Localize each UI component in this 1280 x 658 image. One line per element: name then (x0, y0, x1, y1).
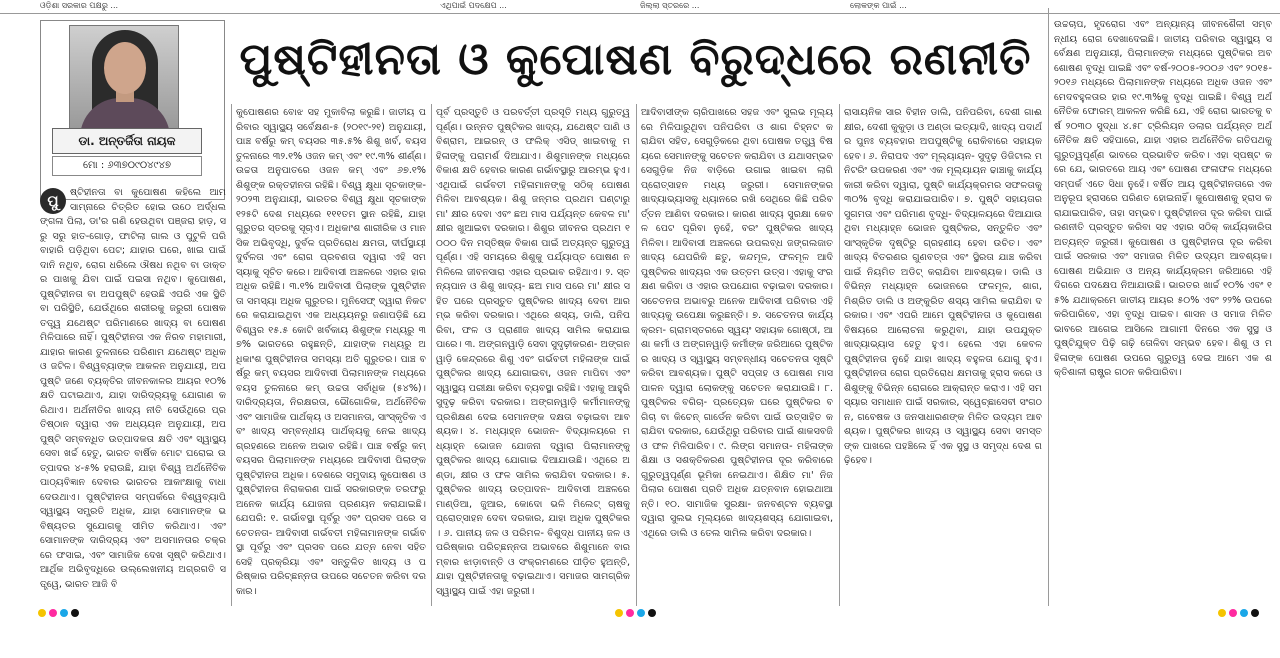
registration-dot (60, 609, 68, 617)
registration-marks-center (615, 609, 659, 617)
author-photo (69, 25, 179, 129)
column-4-text: ଆଦିବାସୀଙ୍କ ଚାରିପାଖରେ ସହଜ ଏବଂ ସୁଲଭ ମୂଲ୍ୟରେ ମିଳିପାରୁଥିବା ପନିପରିବା ଓ ଶାଗ ଚିହ୍ନଟ କରାଯିବା ସହିତ, ସେଗୁଡ଼ିକରେ ଥିବା ପୋଷକ ତତ୍ତ୍ୱ ବିଷୟରେ ସେମାନଙ୍କୁ ସଚେତନ କରାଯିବା ଓ ଯଥାସମ୍ଭବ ସେଗୁଡ଼ିକ ନିଜ ବାଡ଼ିରେ ଉଗାଇ ଖାଇବା ଲାଗି ପ୍ରୋତ୍ସାହନ ମଧ୍ୟ ଜରୁରୀ। ସେମାନଙ୍କର ଖାଦ୍ୟାଭ୍ୟାସକୁ ଧ୍ୟାନରେ ରଖି ସେଥିରେ କିଛି ପରିବର୍ତ୍ତନ ଆଣିବା ଦରକାର। କାରଣ ଖାଦ୍ୟ ସୁରକ୍ଷା କେବଳ ପେଟ ପୂରିବା ନୁହେଁ, ବରଂ ପୁଷ୍ଟିକର ଖାଦ୍ୟ ମିଳିବା। ଆଦିବାସୀ ଅଞ୍ଚଳରେ ଉପଲବ୍ଧ ଜଙ୍ଗଲଜାତ ଖାଦ୍ୟ ଯେପରିକି ଛତୁ, କନ୍ଦମୂଳ, ଫଳମୂଳ ଆଦି ପୁଷ୍ଟିକର ଖାଦ୍ୟର ଏକ ଉତ୍ତମ ଉତ୍ସ। ଏହାକୁ ସଂରକ୍ଷଣ କରିବା ଓ ଏହାର ଉପଯୋଗ ବଢ଼ାଇବା ଦରକାର। ସଚେତନତା ଅଭାବରୁ ଅନେକ ଆଦିବାସୀ ପରିବାର ଏହି ଖାଦ୍ୟକୁ ଉପେକ୍ଷା କରୁଛନ୍ତି। ୭. ସଚେତନତା କାର୍ଯ୍ୟକ୍ରମ- ଗ୍ରାମସ୍ତରରେ ସ୍ୱୟଂ ସହାୟକ ଗୋଷ୍ଠୀ, ଆଶା କର୍ମୀ ଓ ଅଙ୍ଗନୱାଡ଼ି କର୍ମୀଙ୍କ ଜରିଆରେ ପୁଷ୍ଟିକର ଖାଦ୍ୟ ଓ ସ୍ୱାସ୍ଥ୍ୟ ସମ୍ବନ୍ଧୀୟ ସଚେତନତା ସୃଷ୍ଟି କରିବା ଆବଶ୍ୟକ। ପୁଷ୍ଟି ସପ୍ତାହ ଓ ପୋଷଣ ମାସ ପାଳନ ଦ୍ୱାରା ଲୋକଙ୍କୁ ସଚେତନ କରାଯାଉଛି। ୮. ପୁଷ୍ଟିକର ବଗିଚା- ପ୍ରତ୍ୟେକ ଘରେ ପୁଷ୍ଟିକର ବଗିଚା ବା କିଚେନ୍ ଗାର୍ଡେନ କରିବା ପାଇଁ ଉତ୍ସାହିତ କରାଯିବା ଦରକାର, ଯେଉଁଥିରୁ ପରିବାର ପାଇଁ ଶାକସବଜି ଓ ଫଳ ମିଳିପାରିବ। ୯. ଲିଙ୍ଗ ସମାନତା- ମହିଳାଙ୍କ ଶିକ୍ଷା ଓ ସଶକ୍ତିକରଣ ପୁଷ୍ଟିହୀନତା ଦୂର କରିବାରେ ଗୁରୁତ୍ୱପୂର୍ଣ୍ଣ ଭୂମିକା ନେଇଥାଏ। ଶିକ୍ଷିତ ମା' ନିଜ ପିଲାର ପୋଷଣ ପ୍ରତି ଅଧିକ ଯତ୍ନବାନ ହୋଇଥାଆନ୍ତି। ୧୦. ସାମାଜିକ ସୁରକ୍ଷା- ଜନବଣ୍ଟନ ବ୍ୟବସ୍ଥା ଦ୍ୱାରା ସୁଲଭ ମୂଲ୍ୟରେ ଖାଦ୍ୟଶସ୍ୟ ଯୋଗାଇବା, ଏଥିରେ ଡାଲି ଓ ତେଲ ସାମିଲ କରିବା ଦରକାର। (641, 107, 833, 539)
column-1-text: ଷ୍ଟିହୀନତା ବା କୁପୋଷଣ କହିଲେ ଆମ ସାମ୍ନାରେ ଚିତ୍ରିତ ହୋଇ ଉଠେ ଅର୍ଦ୍ଧଲଙ୍ଗଳା ପିଲା, ଡା'ର ଗଣି ହେଉଥିବା ପଞ୍ଜରା ହାଡ଼, ସରୁ ସରୁ ହାତ-ଗୋଡ଼, ଫାଟିଲା ଗାଲ ଓ ପୁଟୁଳି ପରି ବାହାରି ପଡ଼ିଥିବା ପେଟ; ଯାହାର ଘରେ, ଖାଇ ପାଇଁ ଦାନି ନଥିବ, ରୋଗ ଧରିଲେ ଔଷଧ ନଥିବ ବା ଡାକ୍ତର ପାଖକୁ ଯିବା ପାଇଁ ପଇସା ନଥିବ। କୁପୋଷଣ, ପୁଷ୍ଟିହୀନତା ବା ଅପପୁଷ୍ଟି ହେଉଛି ଏପରି ଏକ ସ୍ଥିତି ବା ପରିସ୍ଥିତି, ଯେଉଁଥିରେ ଶରୀରକୁ ଜରୁରୀ ପୋଷକ ତତ୍ତ୍ୱ ଯଥେଷ୍ଟ ପରିମାଣରେ ଖାଦ୍ୟ ବା ପୋଷଣ ମିଳିପାରେ ନାହିଁ। ପୁଷ୍ଟିହୀନତା ଏକ ନିରବ ମହାମାରୀ, ଯାହାର କାରଣ ତୁଳନାରେ ପରିଣାମ ଯଥେଷ୍ଟ ଅଧିକ ଓ ଜଟିଳ। ବିଶ୍ୱବ୍ୟାଙ୍କ ଆକଳନ ଅନୁଯାୟୀ, ଅପପୁଷ୍ଟି ଜଣେ ବ୍ୟକ୍ତିର ଜୀବନକାଳର ଆୟର ୧୦% କ୍ଷତି ଘଟାଇଥାଏ, ଯାହା ଦାରିଦ୍ର୍ୟକୁ ଯୋଗାଣ କରିଥାଏ। ଅର୍ଥନୀତିର ଖାଦ୍ୟ ନୀତି ସେଉଁଥିରେ ପ୍ରତିଷ୍ଠାନ ଦ୍ୱାରା ଏକ ଅଧ୍ୟୟନ ଅନୁଯାୟୀ, ଅପପୁଷ୍ଟି ସମ୍ବନ୍ଧିତ ଉତ୍ପାଦକତା କ୍ଷତି ଏବଂ ସ୍ୱାସ୍ଥ୍ୟସେବା ଖର୍ଚ୍ଚ ହେତୁ, ଭାରତ ବାର୍ଷିକ ମୋଟ ଘରୋଇ ଉତ୍ପାଦର ୪-୫% ହରାଉଛି, ଯାହା ବିଶ୍ୱ ଅର୍ଥନୈତିକ ପାଠ୍ୟବିଜ୍ଞାନ ଦେବାର ଭାରତର ଆକାଂକ୍ଷାକୁ ବାଧା ଦେଉଥାଏ। ପୁଷ୍ଟିହୀନତା ସମ୍ପର୍କରେ ବିଶ୍ୱବ୍ୟାପି ସ୍ୱାସ୍ଥ୍ୟ ସମ୍ପ୍ରତି ଅଧିକ, ଯାହା ସୋମାନଙ୍କ ଭବିଷ୍ୟତର ସୁଯୋଗକୁ ସୀମିତ କରିଥାଏ। ଏବଂ ସୋମାନଙ୍କ ଦାରିଦ୍ର୍ୟ ଏବଂ ଅସମାନତାର ଚକ୍ରରେ ଫସାଇ, ଏବଂ ସାମାଜିକ ଦେଖ ସୃଷ୍ଟି କରିଥାଏ। ଆର୍ଥିକ ଅଭିବୃଦ୍ଧିରେ ଉଲ୍ଲେଖନୀୟ ଅଗ୍ରଗତି ସତ୍ତ୍ୱେ, ଭାରତ ଆଜି ବି (40, 187, 226, 590)
article-column-6 (1054, 18, 1272, 606)
article-column-3 (436, 106, 630, 606)
headline: ପୁଷ୍ଟିହୀନତା ଓ କୁପୋଷଣ ବିରୁଦ୍ଧରେ ରଣନୀତି (239, 34, 1032, 85)
column-divider (636, 104, 637, 606)
registration-dot (71, 609, 79, 617)
column-3-text: ପୂର୍ବ ପ୍ରସ୍ତୁତି ଓ ପରବର୍ତ୍ତୀ ପ୍ରସୂତି ମଧ୍ୟ ଗୁରୁତ୍ୱପୂର୍ଣ୍ଣ। ଉନ୍ନତ ପୁଷ୍ଟିକର ଖାଦ୍ୟ, ଯଥେଷ୍ଟ ପାଣି ଓ ବିଶ୍ରାମ, ଆଇରନ୍ ଓ ଫଲିକ୍ ଏସିଡ୍ ଖାଇବାକୁ ମହିଳାଙ୍କୁ ପରାମର୍ଶ ଦିଆଯାଏ। ଶିଶୁମାନଙ୍କ ମଧ୍ୟରେ ବିକାଶ କ୍ଷତି ହେବାର କାରଣ ଗର୍ଭାବସ୍ଥାରୁ ଆରମ୍ଭ ହୁଏ। ଏଥିପାଇଁ ଗର୍ଭବତୀ ମହିଳାମାନଙ୍କୁ ସଠିକ୍ ପୋଷଣ ମିଳିବା ଆବଶ୍ୟକ। ଶିଶୁ ଜନ୍ମର ପ୍ରଥମ ଘଣ୍ଟାରୁ ମା' କ୍ଷୀର ଦେବା ଏବଂ ଛଅ ମାସ ପର୍ଯ୍ୟନ୍ତ କେବଳ ମା' କ୍ଷୀର ଖୁଆଇବା ଦରକାର। ଶିଶୁର ଜୀବନର ପ୍ରଥମ ୧୦୦୦ ଦିନ ମସ୍ତିଷ୍କ ବିକାଶ ପାଇଁ ଅତ୍ୟନ୍ତ ଗୁରୁତ୍ୱପୂର୍ଣ୍ଣ। ଏହି ସମୟରେ ଶିଶୁକୁ ପର୍ଯ୍ୟାପ୍ତ ପୋଷଣ ନମିଳିଲେ ଜୀବନସାରା ଏହାର ପ୍ରଭାବ ରହିଥାଏ। ୨. ସ୍ତନ୍ୟପାନ ଓ ଶିଶୁ ଖାଦ୍ୟ- ଛଅ ମାସ ପରେ ମା' କ୍ଷୀର ସହିତ ଘରେ ପ୍ରସ୍ତୁତ ପୁଷ୍ଟିକର ଖାଦ୍ୟ ଦେବା ଆରମ୍ଭ କରିବା ଦରକାର। ଏଥିରେ ଶସ୍ୟ, ଡାଲି, ପନିପରିବା, ଫଳ ଓ ପ୍ରାଣୀଜ ଖାଦ୍ୟ ସାମିଲ କରାଯାଇପାରେ। ୩. ଅଙ୍ଗନୱାଡ଼ି ସେବା ସୁଦୃଢ଼ୀକରଣ- ଅଙ୍ଗନୱାଡ଼ି କେନ୍ଦ୍ରରେ ଶିଶୁ ଏବଂ ଗର୍ଭବତୀ ମହିଳାଙ୍କ ପାଇଁ ପୁଷ୍ଟିକର ଖାଦ୍ୟ ଯୋଗାଇବା, ଓଜନ ମାପିବା ଏବଂ ସ୍ୱାସ୍ଥ୍ୟ ପରୀକ୍ଷା କରିବା ବ୍ୟବସ୍ଥା ରହିଛି। ଏହାକୁ ଆହୁରି ସୁଦୃଢ଼ କରିବା ଦରକାର। ଅଙ୍ଗନୱାଡ଼ି କର୍ମୀମାନଙ୍କୁ ପ୍ରଶିକ୍ଷଣ ଦେଇ ସେମାନଙ୍କ ଦକ୍ଷତା ବଢ଼ାଇବା ଆବଶ୍ୟକ। ୪. ମଧ୍ୟାହ୍ନ ଭୋଜନ- ବିଦ୍ୟାଳୟରେ ମଧ୍ୟାହ୍ନ ଭୋଜନ ଯୋଜନା ଦ୍ୱାରା ପିଲାମାନଙ୍କୁ ପୁଷ୍ଟିକର ଖାଦ୍ୟ ଯୋଗାଇ ଦିଆଯାଉଛି। ଏଥିରେ ଅଣ୍ଡା, କ୍ଷୀର ଓ ଫଳ ସାମିଲ କରାଯିବା ଦରକାର। ୫. ପୁଷ୍ଟିକର ଖାଦ୍ୟ ଉତ୍ପାଦନ- ଆଦିବାସୀ ଅଞ୍ଚଳରେ ମାଣ୍ଡିଆ, ଜୁଆର, କୋଦୋ ଭଳି ମିଲେଟ୍ ଚାଷକୁ ପ୍ରୋତ୍ସାହନ ଦେବା ଦରକାର, ଯାହା ଅଧିକ ପୁଷ୍ଟିକର। ୬. ପାନୀୟ ଜଳ ଓ ପରିମଳ- ବିଶୁଦ୍ଧ ପାନୀୟ ଜଳ ଓ ପରିଷ୍କାର ପରିଚ୍ଛନ୍ନତା ଅଭାବରେ ଶିଶୁମାନେ ବାରମ୍ବାର ଝାଡ଼ାବାନ୍ତି ଓ ସଂକ୍ରମଣରେ ପୀଡ଼ିତ ହୁଅନ୍ତି, ଯାହା ପୁଷ୍ଟିହୀନତାକୁ ବଢ଼ାଇଥାଏ। ସମାଜର ସାମଗ୍ରିକ ସ୍ୱାସ୍ଥ୍ୟ ପାଇଁ ଏହା ଜରୁରୀ। (436, 107, 630, 597)
registration-dot (38, 609, 46, 617)
column-divider (839, 104, 840, 606)
column-divider (231, 104, 232, 606)
top-strip-text: ଏଥିପାଇଁ ପଦକ୍ଷେପ ... (440, 1, 507, 10)
registration-dot (1251, 609, 1259, 617)
top-strip-text: ଓଡ଼ିଶା ସରକାର ପକ୍ଷରୁ ... (40, 1, 119, 10)
author-name: ଡା. ଅନ୍ତର୍ଜିତା ନାୟକ (52, 128, 202, 154)
article-column-5 (844, 106, 1042, 606)
top-strip (0, 0, 1280, 14)
registration-dot (49, 609, 57, 617)
column-divider (1048, 8, 1049, 606)
article-column-4 (641, 106, 833, 606)
column-5-text: ରାସାୟନିକ ସାର ବିହୀନ ଡାଲି, ପନିପରିବା, ଦେଶୀ ଗାଈ କ୍ଷୀର, ଦେଶୀ କୁକୁଡ଼ା ଓ ଅଣ୍ଡା ଇତ୍ୟାଦି, ଖାଦ୍ୟ ପଦାର୍ଥର ପୁନଃ ବ୍ୟବହାର ଅପପୁଷ୍ଟିକୁ ରୋକିବାରେ ସହାୟକ ହେବ। ୬. ନିରାପଦ ଏବଂ ମୂଲ୍ୟାୟନ- ସୁଦୃଢ଼ ଡିଜିଟାଲ ମନିଟରିଂ ଉପକରଣ ଏବଂ ଏକ ମୂଲ୍ୟାୟନ ଢାଞ୍ଚାକୁ କାର୍ଯ୍ୟକାରୀ କରିବା ଦ୍ୱାରା, ପୁଷ୍ଟି କାର୍ଯ୍ୟକ୍ରମର ସଫଳତାକୁ ୩୦% ବୃଦ୍ଧି କରାଯାଇପାରିବ। ୭. ପୁଷ୍ଟି ସହାୟତାର ସୁଗମତା ଏବଂ ପରିମାଣ ବୃଦ୍ଧି- ବିଦ୍ୟାଳୟରେ ଦିଆଯାଉଥିବା ମଧ୍ୟାହ୍ନ ଭୋଜନ ପୁଷ୍ଟିକର, ସନ୍ତୁଳିତ ଏବଂ ସାଂସ୍କୃତିକ ଦୃଷ୍ଟିରୁ ଗ୍ରହଣୀୟ ହେବା ଉଚିତ। ଏବଂ ଖାଦ୍ୟ ବିତରଣର ଗୁଣବତ୍ତା ଏବଂ ସ୍ଥିରତା ଯାଞ୍ଚ କରିବା ପାଇଁ ନିୟମିତ ଅଡିଟ୍ କରାଯିବା ଆବଶ୍ୟକ। ଡାଲି ଓ ବିଭିନ୍ନ ମଧ୍ୟାହ୍ନ ଭୋଜନରେ ଫଳମୂଳ, ଶାଗ, ମିଶ୍ରିତ ଡାଲି ଓ ଅଙ୍କୁରିତ ଶସ୍ୟ ସାମିଲ କରାଯିବା ଦରକାର। ଏବଂ ଏପରି ଆମେ ପୁଷ୍ଟିହୀନତା ଓ କୁପୋଷଣ ବିଷୟରେ ଆଲୋଚନା କରୁଥିବା, ଯାହା ଉପଯୁକ୍ତ ଖାଦ୍ୟାଭ୍ୟାସ ହେତୁ ହୁଏ। ହେଲେ ଏହା କେବଳ ପୁଷ୍ଟିହୀନତା ନୁହେଁ ଯାହା ଖାଦ୍ୟ ବହୁଳତା ଯୋଗୁ ହୁଏ। ପୁଷ୍ଟିହୀନତା ରୋଗ ପ୍ରତିରୋଧ କ୍ଷମତାକୁ ହ୍ରାସ କରେ ଓ ଶିଶୁଙ୍କୁ ବିଭିନ୍ନ ରୋଗରେ ଆକ୍ରାନ୍ତ କରାଏ। ଏହି ସମସ୍ୟାର ସମାଧାନ ପାଇଁ ସରକାର, ସ୍ୱେଚ୍ଛାସେବୀ ସଂଗଠନ, ଗବେଷକ ଓ ଜନସାଧାରଣଙ୍କ ମିଳିତ ଉଦ୍ୟମ ଆବଶ୍ୟକ। ପୁଷ୍ଟିକର ଖାଦ୍ୟ ଓ ସ୍ୱାସ୍ଥ୍ୟ ସେବା ସମସ୍ତଙ୍କ ପାଖରେ ପହଞ୍ଚିଲେ ହିଁ ଏକ ସୁସ୍ଥ ଓ ସମୃଦ୍ଧ ଦେଶ ଗଢ଼ିହେବ। (844, 107, 1042, 466)
registration-marks-right (1218, 609, 1262, 617)
registration-dot (637, 609, 645, 617)
registration-dot (626, 609, 634, 617)
article-column-1 (40, 186, 226, 606)
top-strip-text: ଜିଲ୍ଲା ସ୍ତରରେ ... (640, 1, 700, 10)
registration-dot (648, 609, 656, 617)
registration-dot (1229, 609, 1237, 617)
registration-dot (1240, 609, 1248, 617)
registration-dot (1218, 609, 1226, 617)
column-6-text: ଉଚ୍ଚଚାପ, ହୃଦରୋଗ ଏବଂ ଅନ୍ୟାନ୍ୟ ଜୀବନଶୈଳୀ ସମ୍ବନ୍ଧୀୟ ରୋଗ ଦେଖାଦେଇଛି। ଜାତୀୟ ପରିବାର ସ୍ୱାସ୍ଥ୍ୟ ସର୍ବେକ୍ଷଣ ଅନୁଯାୟୀ, ପିଲାମାନଙ୍କ ମଧ୍ୟରେ ପୁଷ୍ଟିକର ଅବଶୋଷଣ ବୃଦ୍ଧି ପାଇଛି ଏବଂ ବର୍ଷ-୨୦୦୫-୨୦୦୬ ଏବଂ ୨୦୧୫-୨୦୧୬ ମଧ୍ୟରେ ପିଲାମାନଙ୍କ ମଧ୍ୟରେ ଅଧିକ ଓଜନ ଏବଂ ମେଦବହୁଳତାର ହାର ୧୯.୩%କୁ ବୃଦ୍ଧି ପାଇଛି। ବିଶ୍ୱ ଅର୍ଥନୈତିକ ଫୋରମ୍ ଆକଳନ କରିଛି ଯେ, ଏହି ରୋଗ ଭାରତକୁ ବର୍ଷ ୨୦୩୦ ସୁଦ୍ଧା ୪.୫୮ ଟ୍ରିଲିୟନ ଡଲାର ପର୍ଯ୍ୟନ୍ତ ଅର୍ଥନୈତିକ କ୍ଷତି ସହିପାରେ, ଯାହା ଏହାର ଅର୍ଥନୈତିକ ଗତିପଥକୁ ଗୁରୁତ୍ୱପୂର୍ଣ୍ଣ ଭାବରେ ପ୍ରଭାବିତ କରିବ। ଏହା ସ୍ପଷ୍ଟ କରେ ଯେ, ଭାରତରେ ଆୟ ଏବଂ ପୋଷଣ ଫଳାଫଳ ମଧ୍ୟରେ ସମ୍ପର୍କ ଏତେ ସିଧା ନୁହେଁ। ବର୍ଷିତ ଆୟ ପୁଷ୍ଟିହୀନତାରେ ଏକ ଅନୁରୂପ ହ୍ରାସରେ ପରିଣତ ହୋଇନାହିଁ। କୁପୋଷଣକୁ ହ୍ରାସ କରାଯାଇପାରିବ, ତାହା ସମ୍ଭବ। ପୁଷ୍ଟିହୀନତା ଦୂର କରିବା ପାଇଁ ରଣନୀତି ପ୍ରସ୍ତୁତ କରିବା ସହ ଏହାର ସଠିକ୍ କାର୍ଯ୍ୟକାରିତା ଅତ୍ୟନ୍ତ ଜରୁରୀ। କୁପୋଷଣ ଓ ପୁଷ୍ଟିହୀନତା ଦୂର କରିବା ପାଇଁ ସରକାର ଏବଂ ସମାଜର ମିଳିତ ଉଦ୍ୟମ ଆବଶ୍ୟକ। ପୋଷଣ ଅଭିଯାନ ଓ ଅନ୍ୟ କାର୍ଯ୍ୟକ୍ରମ ଜରିଆରେ ଏହି ଦିଗରେ ପଦକ୍ଷେପ ନିଆଯାଉଛି। ଭାରତର ଖାର୍ଚ୍ଚ ୧୦% ଏବଂ ୧୫% ଯଥାକ୍ରମେ ଜାତୀୟ ଆୟର ୫୦% ଏବଂ ୨୨% ଉପରେ କରିପାରିବେ, ଏହା ବୃଦ୍ଧି ପାଇବ। ଶାସନ ଓ ସମାଜ ମିଳିତ ଭାବରେ ଆଗେଇ ଆସିଲେ ଆଗାମୀ ଦିନରେ ଏକ ସୁସ୍ଥ ଓ ପୁଷ୍ଟିଯୁକ୍ତ ପିଢ଼ି ଗଢ଼ି ତୋଳିବା ସମ୍ଭବ ହେବ। ଶିଶୁ ଓ ମହିଳାଙ୍କ ପୋଷଣ ଉପରେ ଗୁରୁତ୍ୱ ଦେଇ ଆମେ ଏକ ଶକ୍ତିଶାଳୀ ରାଷ୍ଟ୍ର ଗଠନ କରିପାରିବା। (1054, 19, 1272, 378)
registration-dot (615, 609, 623, 617)
column-2-text: କୁପୋଷଣର ବୋଝ ସହ ମୁକାବିଲା କରୁଛି। ଜାତୀୟ ପରିବାର ସ୍ୱାସ୍ଥ୍ୟ ସର୍ବେକ୍ଷଣ-୫ (୨୦୧୯-୨୧) ଅନୁଯାୟୀ, ପାଞ୍ଚ ବର୍ଷରୁ କମ୍ ବୟସର ୩୫.୫% ଶିଶୁ ଖର୍ବ, ବୟସ ତୁଳନାରେ ୩୨.୧% ଓଜନ କମ୍ ଏବଂ ୧୯.୩% ଶୀର୍ଣ୍ଣ। ଉଚ୍ଚତା ଅନୁପାତରେ ଓଜନ କମ୍ ଏବଂ ୬୭.୧% ଶିଶୁଙ୍କ ରକ୍ତହୀନତା ରହିଛି। ବିଶ୍ୱ କ୍ଷୁଧା ସୂଚକାଙ୍କ-୨୦୨୩ ଅନୁଯାୟୀ, ଭାରତର ବିଶ୍ୱ କ୍ଷୁଧା ସୂଚକାଙ୍କ ୧୨୫ଟି ଦେଶ ମଧ୍ୟରେ ୧୧୧ତମ ସ୍ଥାନ ରହିଛି, ଯାହା ଗୁରୁତର ସ୍ତରକୁ ସୂଚାଏ। ଅଧିକାଂଶ ଶାରୀରିକ ଓ ମାନସିକ ଅଭିବୃଦ୍ଧି, ଦୁର୍ବଳ ପ୍ରତିରୋଧ କ୍ଷମତା, ଦୀର୍ଘସ୍ଥାୟୀ ଦୁର୍ବଳତା ଏବଂ ରୋଗ ପ୍ରବଣତା ଦ୍ୱାରା ଏହି ସମସ୍ୟାକୁ ସୂଚିତ କରେ। ଆଦିବାସୀ ଅଞ୍ଚଳରେ ଏହାର ହାର ଅଧିକ ରହିଛି। ୩.୧% ଆଦିବାସୀ ପିଲାଙ୍କ ପୁଷ୍ଟିହୀନତା ସମସ୍ୟା ଅଧିକ ଗୁରୁତର। ମୁନିସେଫ୍ ଦ୍ୱାରା ନିକଟରେ କରାଯାଇଥିବା ଏକ ଅଧ୍ୟୟନରୁ ଜଣାପଡ଼ିଛି ଯେ ବିଶ୍ୱର ୧୫.୫ କୋଟି ଖର୍ବକାୟ ଶିଶୁଙ୍କ ମଧ୍ୟରୁ ୩୭% ଭାରତରେ ରହୁଛନ୍ତି, ଯାହାଙ୍କ ମଧ୍ୟରୁ ଅଧିକାଂଶ ପୁଷ୍ଟିହୀନତା ସମସ୍ୟା ଅତି ଗୁରୁତର। ପାଞ୍ଚ ବର୍ଷରୁ କମ୍ ବୟସର ଆଦିବାସୀ ପିଲାମାନଙ୍କ ମଧ୍ୟରେ ବୟସ ତୁଳନାରେ କମ୍ ଉଚ୍ଚତା ସର୍ବାଧିକ (୫୪%)। ଦାରିଦ୍ର୍ୟତା, ନିରକ୍ଷରତା, ଭୌଗୋଳିକ, ଅର୍ଥନୈତିକ ଏବଂ ସାମାଜିକ ପାର୍ଥକ୍ୟ ଓ ଅସମାନତା, ସାଂସ୍କୃତିକ ଏବଂ ଖାଦ୍ୟ ସମ୍ବନ୍ଧୀୟ ପାର୍ଥକ୍ୟକୁ ନେଇ ଖାଦ୍ୟ ଗ୍ରହଣରେ ଅନେକ ଅଭାବ ରହିଛି। ପାଞ୍ଚ ବର୍ଷରୁ କମ୍ ବୟସର ପିଲାମାନଙ୍କ ମଧ୍ୟରେ ଆଦିବାସୀ ପିଲାଙ୍କ ପୁଷ୍ଟିହୀନତା ଅଧିକ। ଦେଶରେ ସମୁଦାୟ କୁପୋଷଣ ଓ ପୁଷ୍ଟିହୀନତା ନିରାକରଣ ପାଇଁ ସରକାରଙ୍କ ତରଫରୁ ଅନେକ କାର୍ଯ୍ୟ ଯୋଜନା ପ୍ରଣୟନ କରାଯାଇଛି। ଯେପରି: ୧. ଗର୍ଭାବସ୍ଥା ପୂର୍ବରୁ ଏବଂ ପ୍ରସବ ପରେ ସଚେତନତା- ଆଦିବାସୀ ଗର୍ଭବତୀ ମହିଳାମାନଙ୍କ ଗର୍ଭାବସ୍ଥା ପୂର୍ବରୁ ଏବଂ ପ୍ରସବ ପରେ ଯତ୍ନ ନେବା ସହିତ ସେହି ପ୍ରକ୍ରିୟା ଏବଂ ସନ୍ତୁଳିତ ଖାଦ୍ୟ ଓ ପରିଷ୍କାର ପରିଚ୍ଛନ୍ନତା ଉପରେ ସଚେତନ କରିବା ଦରକାର। (236, 107, 426, 597)
article-column-2 (236, 106, 426, 606)
author-phone: ମୋ : ୬୩୭୦୯୦୪୯୪୭ (52, 156, 202, 176)
dropcap: ପୁ (40, 188, 66, 214)
registration-marks-left (38, 609, 82, 617)
top-strip-text: ଲୋକଙ୍କ ପାଇଁ ... (850, 1, 907, 10)
column-divider (431, 104, 432, 606)
